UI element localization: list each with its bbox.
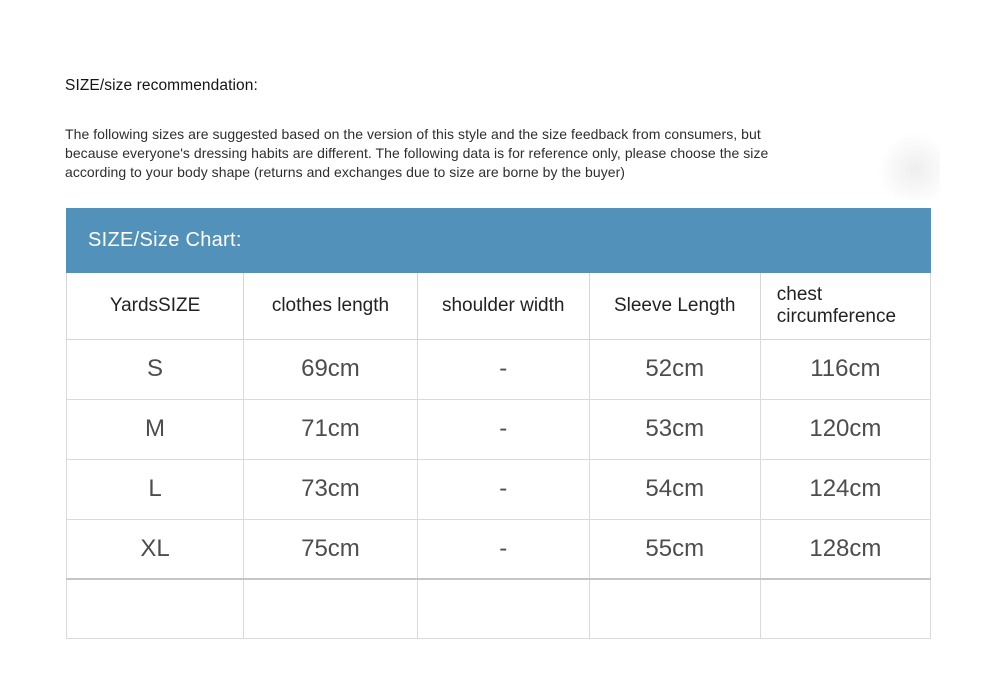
size-cell-empty [589,579,760,638]
size-recommendation-paragraph [65,125,768,182]
size-cell-empty [760,579,930,638]
paragraph-line: according to your body shape (returns and exchanges due to size are borne by the buyer) [65,164,626,180]
size-chart-title: SIZE/Size Chart: [88,229,242,251]
size-cell: 116cm [760,339,930,399]
column-header-yards-size: YardsSIZE [67,273,244,339]
size-cell: 54cm [589,459,760,519]
column-header-clothes-length: clothes length [244,273,418,339]
size-cell: 120cm [760,399,930,459]
size-cell: 124cm [760,459,930,519]
table-row [67,519,931,579]
column-header-shoulder-width: shoulder width [417,273,589,339]
size-cell-empty [244,579,418,638]
size-cell: - [417,519,589,579]
size-table [66,273,931,639]
table-row-empty [67,579,931,638]
size-cell: 73cm [244,459,418,519]
size-cell-empty [417,579,589,638]
size-rows [67,339,931,579]
table-row [67,459,931,519]
size-chart [66,208,931,639]
size-recommendation-heading: SIZE/size recommendation: [65,77,258,94]
size-cell: L [67,459,244,519]
size-cell: 71cm [244,399,418,459]
size-cell: - [417,399,589,459]
size-cell: 75cm [244,519,418,579]
size-cell: - [417,459,589,519]
empty-row-section [67,579,931,638]
table-row [67,399,931,459]
size-cell: XL [67,519,244,579]
size-cell-empty [67,579,244,638]
size-cell: 69cm [244,339,418,399]
paragraph-line: because everyone's dressing habits are different. The following data is for reference only, please choose the size [65,145,769,161]
size-cell: 128cm [760,519,930,579]
table-row [67,339,931,399]
background-smudge [878,132,940,200]
size-cell: M [67,399,244,459]
column-header-sleeve-length: Sleeve Length [589,273,760,339]
size-cell: 52cm [589,339,760,399]
size-cell: S [67,339,244,399]
size-chart-title-bar [66,208,931,273]
column-header-chest-circumference: chest circumference [760,273,930,339]
size-table-header-row [67,273,931,339]
size-cell: 53cm [589,399,760,459]
size-cell: 55cm [589,519,760,579]
paragraph-line: The following sizes are suggested based on the version of this style and the size feedback from consumers, but [65,126,761,142]
size-cell: - [417,339,589,399]
